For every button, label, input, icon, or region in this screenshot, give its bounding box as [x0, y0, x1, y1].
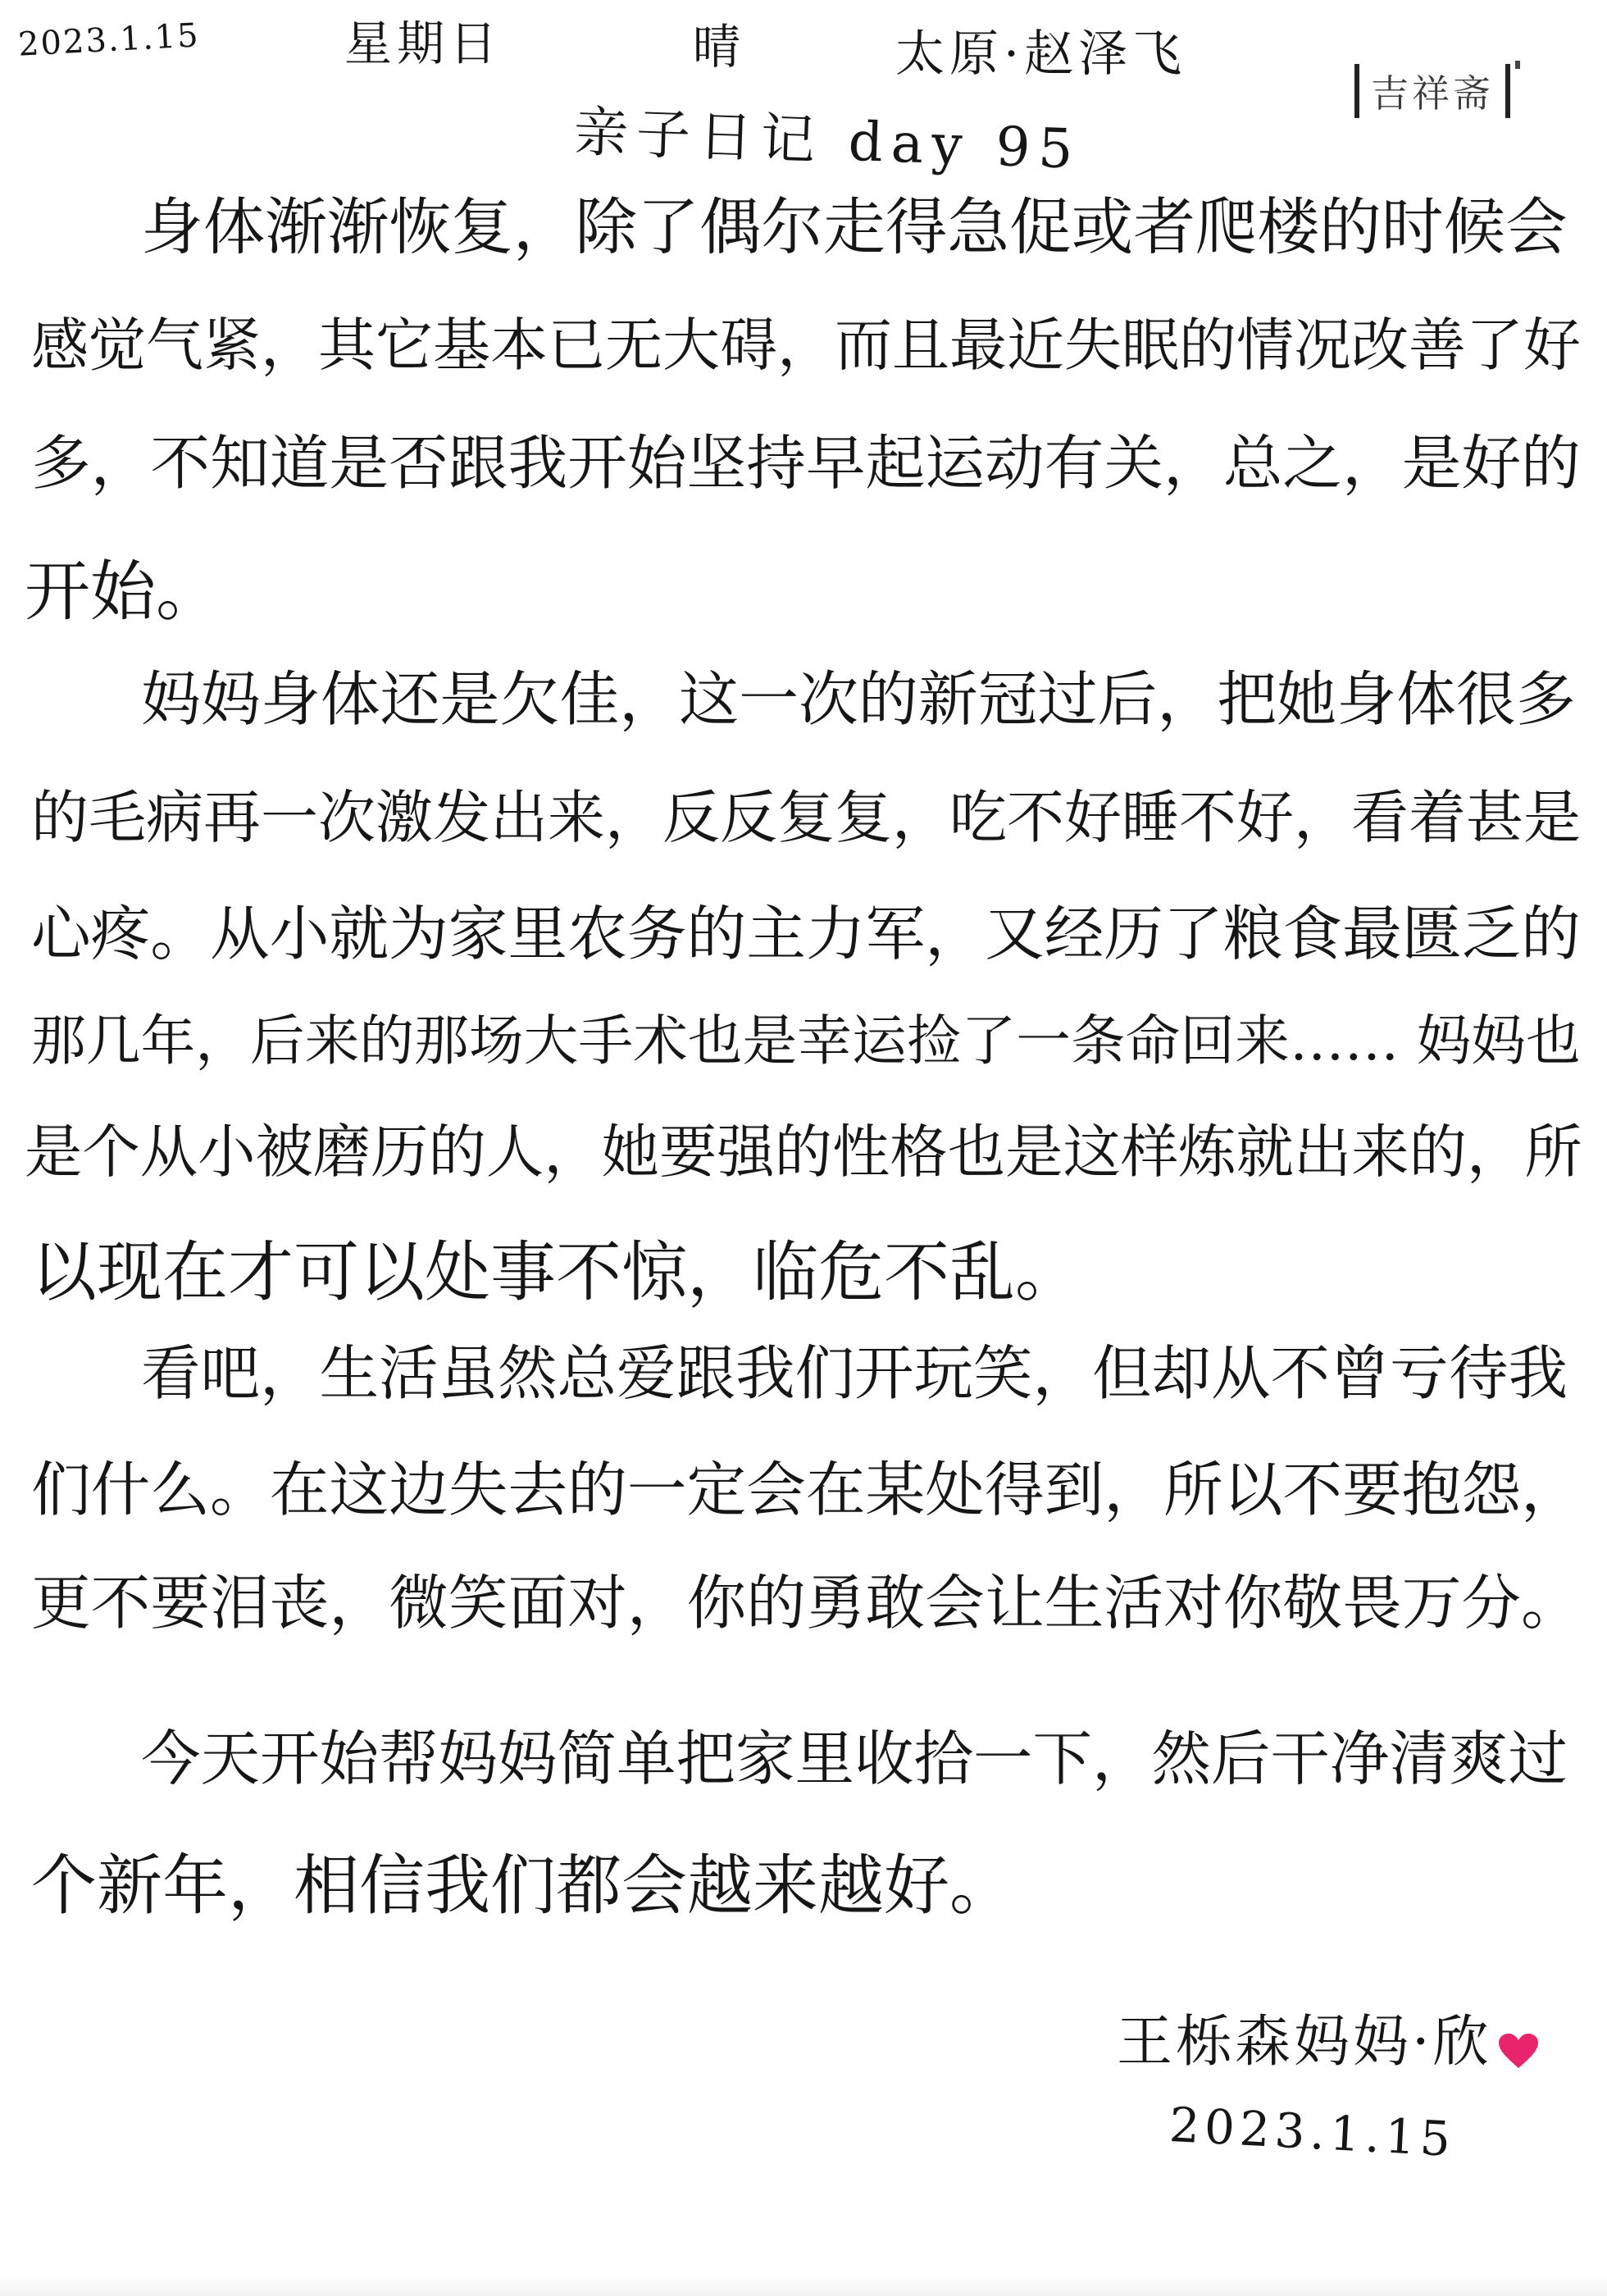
diary-line: 以现在才可以处事不惊，临危不乱。	[31, 1234, 1081, 1310]
diary-line: 感觉气紧，其它基本已无大碍，而且最近失眠的情况改善了好	[31, 312, 1581, 379]
diary-title: 亲子日记 day 95	[572, 100, 1082, 181]
signature	[1117, 1998, 1540, 2077]
diary-line: 多，不知道是否跟我开始坚持早起运动有关，总之，是好的	[31, 430, 1581, 499]
header-place-author: 太原·赵泽飞	[895, 25, 1187, 83]
signature-date: 2023.1.15	[1168, 2096, 1457, 2168]
diary-line: 看吧，生活虽然总爱跟我们开玩笑，但却从不曾亏待我	[141, 1340, 1568, 1409]
signature-text: 王栎森妈妈·欣	[1117, 2010, 1492, 2075]
header-weather: 晴	[693, 19, 741, 75]
diary-line: 们什么。在这边失去的一定会在某处得到，所以不要抱怨，	[31, 1456, 1581, 1525]
header-date: 2023.1.15	[16, 16, 201, 64]
header-weekday: 星期日	[344, 16, 503, 71]
heart-icon	[1497, 2019, 1540, 2057]
diary-line: 个新年，相信我们都会越来越好。	[31, 1847, 1015, 1924]
diary-header	[0, 5, 1607, 83]
diary-line: 心疼。从小就为家里农务的主力军，又经历了粮食最匮乏的	[31, 900, 1581, 969]
diary-line: 的毛病再一次激发出来，反反复复，吃不好睡不好，看着甚是	[31, 784, 1581, 851]
diary-line: 身体渐渐恢复，除了偶尔走得急促或者爬楼的时候会	[141, 191, 1568, 263]
diary-line: 那几年，后来的那场大手术也是幸运捡了一条命回来…… 妈妈也	[31, 1009, 1581, 1073]
diary-line: 是个从小被磨历的人，她要强的性格也是这样炼就出来的，所	[25, 1118, 1582, 1186]
diary-line: 妈妈身体还是欠佳，这一次的新冠过后，把她身体很多	[141, 665, 1576, 735]
diary-line: 今天开始帮妈妈简单把家里收拾一下，然后干净清爽过	[141, 1725, 1568, 1794]
paper-edge	[0, 2275, 1607, 2296]
diary-line: 更不要泪丧，微笑面对，你的勇敢会让生活对你敬畏万分。	[31, 1569, 1581, 1638]
brand-stamp: 吉祥斋	[1354, 64, 1510, 118]
diary-line: 开始。	[25, 554, 221, 630]
